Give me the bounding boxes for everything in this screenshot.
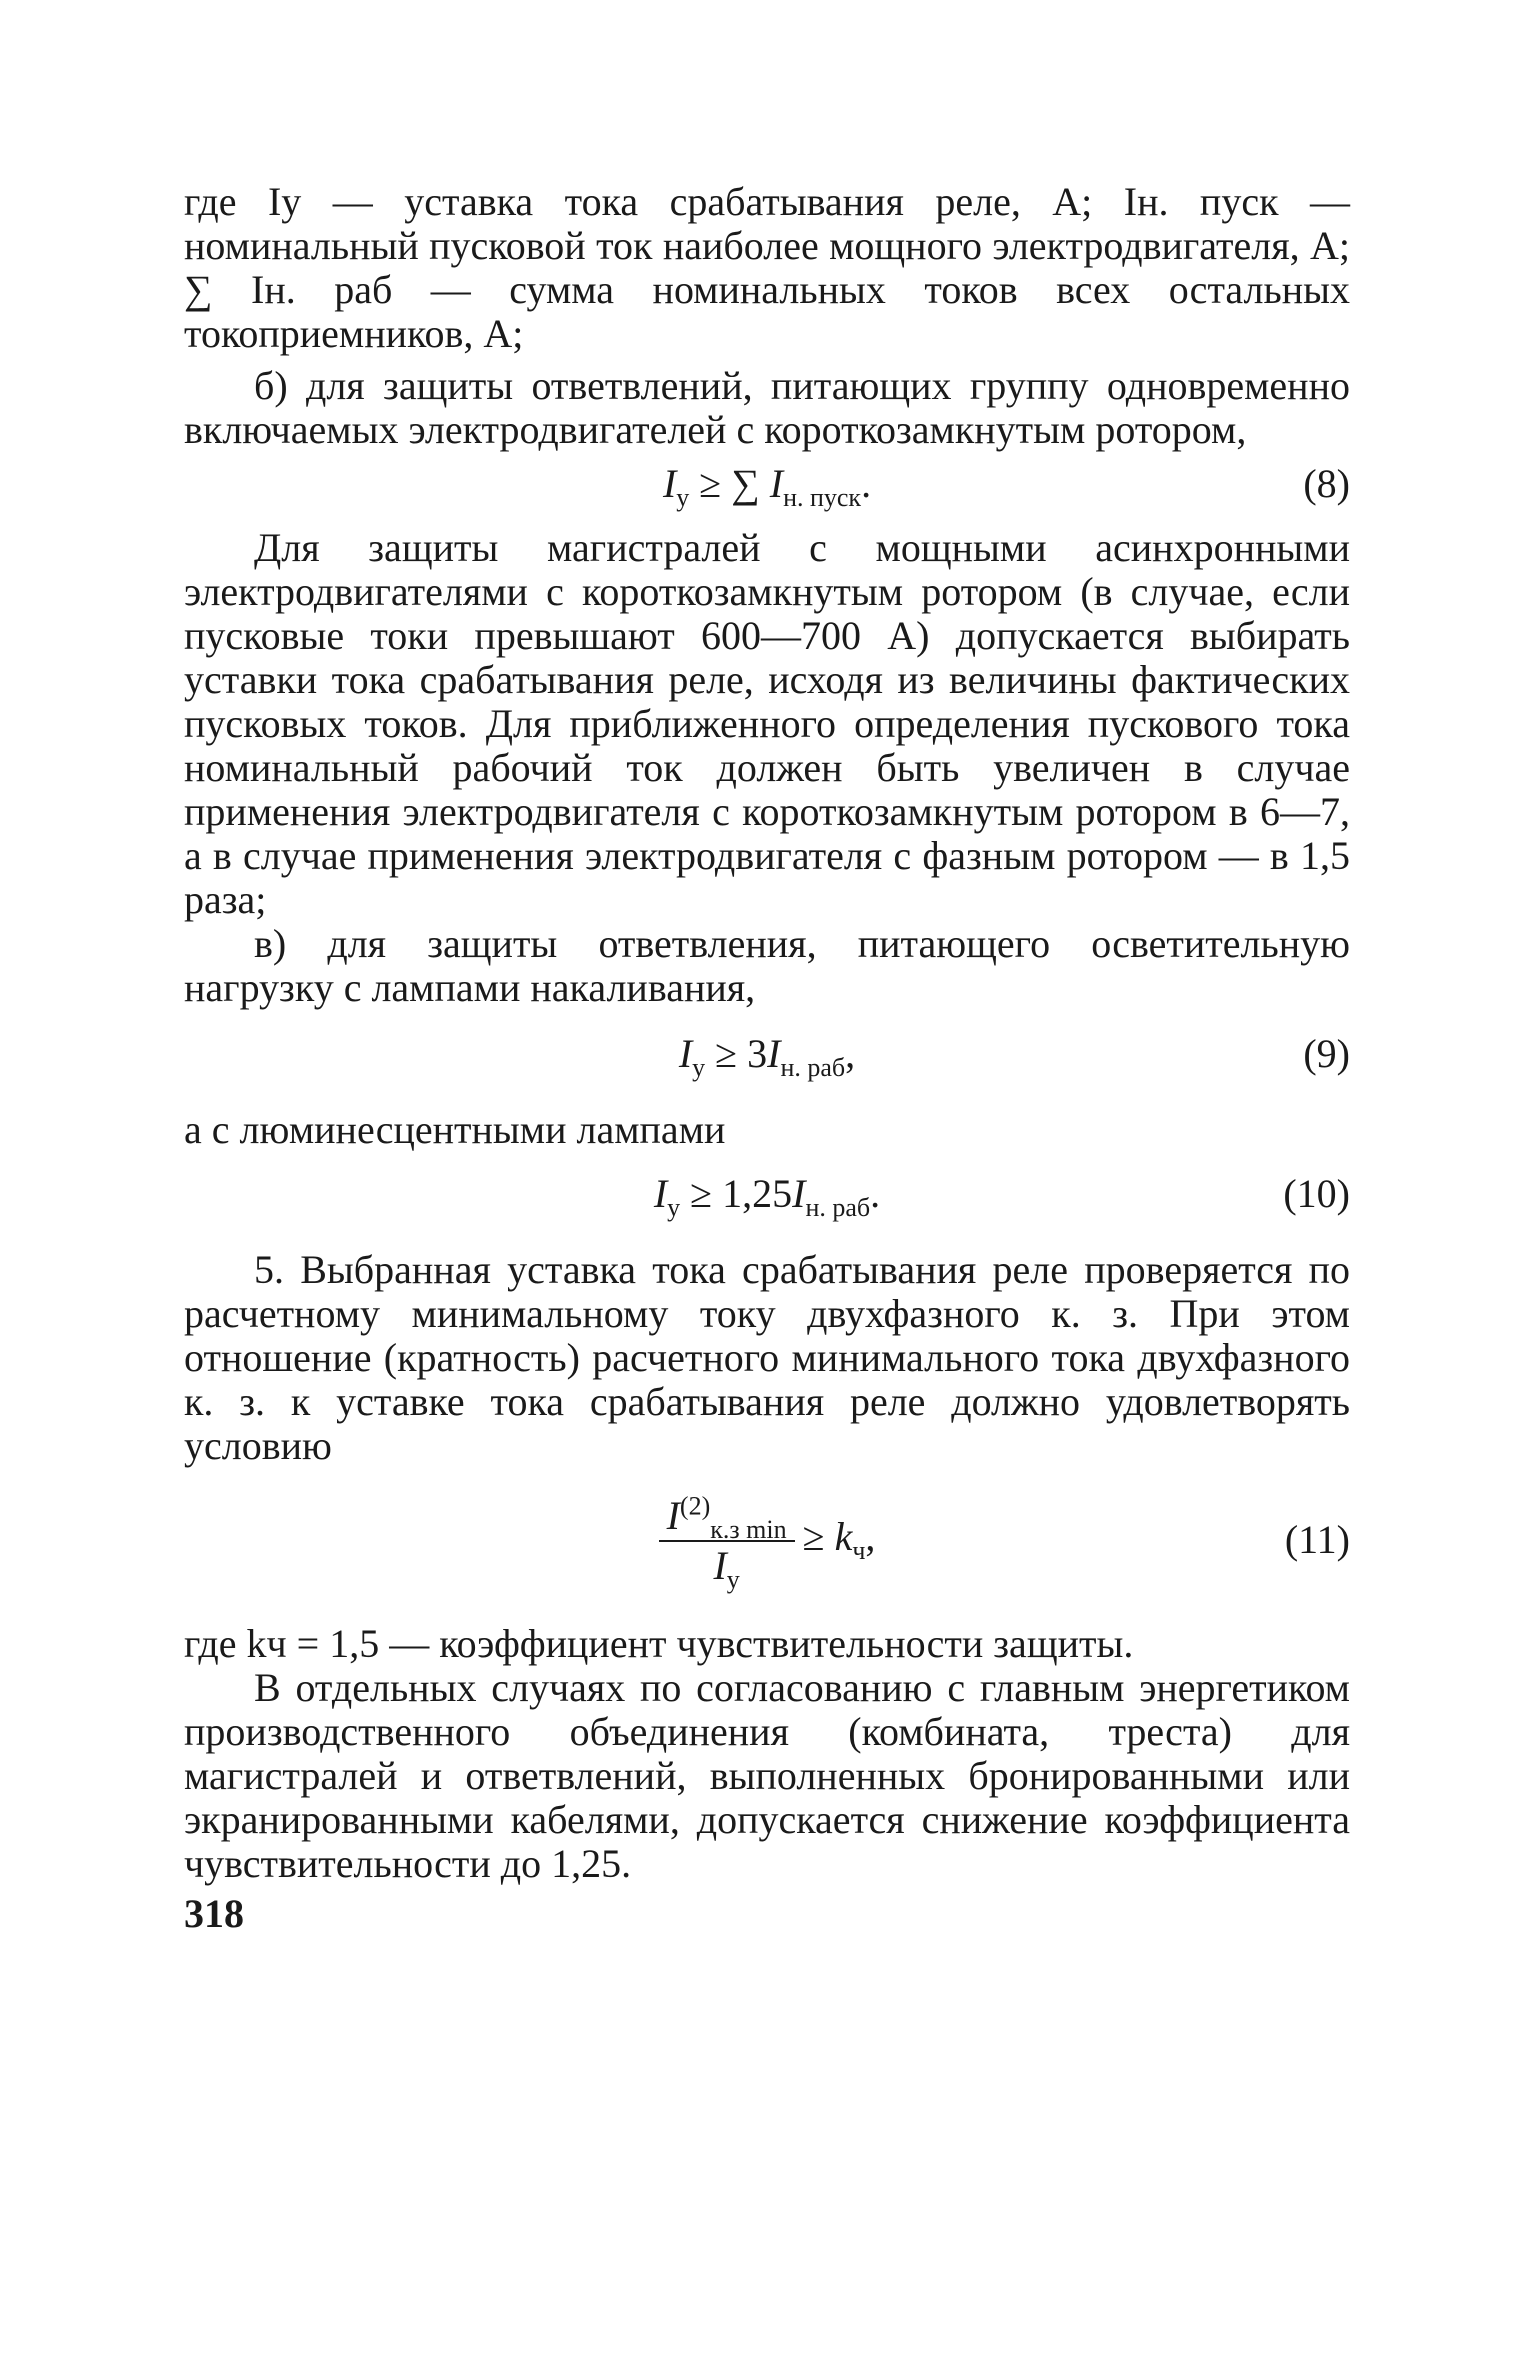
formula-8 <box>184 452 1350 518</box>
formula-10 <box>184 1152 1350 1232</box>
main-paragraph: Для защиты магистралей с мощными асинхронными электродвигателями с короткозамкнутым ротором (в случае, если пусковые токи превышают 600—700 А) допускается выбирать уставки тока срабатывания реле, исходя из величины фактических пусковых токов. Для приближенного определения пускового тока номинальный рабочий ток должен быть увеличен в случае применения электродвигателя с короткозамкнутым ротором в 6—7, а в случае применения электродвигателя с фазным ротором — в 1,5 раза; <box>184 525 1350 922</box>
paragraph-v: в) для защиты ответвления, питающего осветительную нагрузку с лампами накаливания, <box>184 921 1350 1010</box>
formula-10-expression: $I_у \ge 1,25I_{н. раб}$. <box>653 1171 881 1222</box>
formula-9-expression: $I_у \ge 3I_{н. раб}$, <box>678 1031 856 1082</box>
formula-9-number: (9) <box>1303 1031 1350 1076</box>
luminescent-paragraph: а с люминесцентными лампами <box>184 1107 726 1152</box>
paragraph-b: б) для защиты ответвлений, питающих группу одновременно включаемых электродвигателей с короткозамкнутым ротором, <box>184 363 1350 452</box>
formula-11-number: (11) <box>1284 1517 1350 1562</box>
formula-11-expression: $\frac{I^{(2)}_{к.з min}}{I_у}$ ≥ $k_ч$, <box>184 1492 1350 1590</box>
formula-8-expression: $I_у$ ≥ ∑ $I_{н. пуск}$. <box>662 461 872 512</box>
page-number: 318 <box>184 1891 244 1936</box>
sensitivity-paragraph: где kч = 1,5 — коэффициент чувствительности защиты. <box>184 1621 1134 1666</box>
formula-11 <box>184 1468 1350 1618</box>
definition-paragraph: где Iу — уставка тока срабатывания реле, А; Iн. пуск — номинальный пусковой ток наиболее мощного электродвигателя, А; ∑ Iн. раб — сумма номинальных токов всех остальных токоприемников, А; <box>184 179 1350 356</box>
formula-8-number: (8) <box>1303 461 1350 506</box>
formula-10-number: (10) <box>1283 1171 1350 1216</box>
page-body <box>184 180 1350 1936</box>
formula-9 <box>184 1010 1350 1094</box>
formula-11-fraction: $\frac{I^{(2)}_{к.з min}}{I_у}$ <box>659 1492 795 1590</box>
final-paragraph: В отдельных случаях по согласованию с главным энергетиком производственного объединения (комбината, треста) для магистралей и ответвлений, выполненных бронированными или экранированными кабелями, допускается снижение коэффициента чувствительности до 1,25. <box>184 1665 1350 1886</box>
item-5-paragraph: 5. Выбранная уставка тока срабатывания реле проверяется по расчетному минимальному току двухфазного к. з. При этом отношение (кратность) расчетного минимального тока двухфазного к. з. к уставке тока срабатывания реле должно удовлетворять условию <box>184 1247 1350 1468</box>
